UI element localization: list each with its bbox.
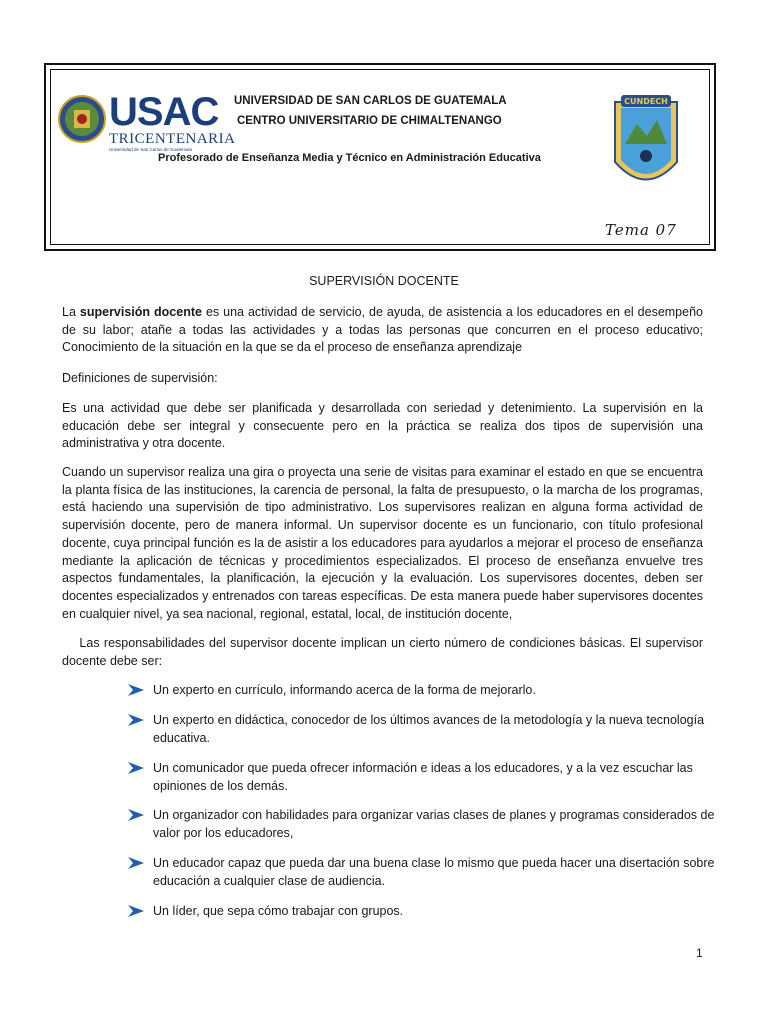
list-item <box>128 807 728 842</box>
page-number: 1 <box>696 946 703 960</box>
arrow-bullet-icon <box>128 684 144 696</box>
cundech-shield-icon <box>607 92 685 204</box>
intro-lead: La <box>62 305 80 319</box>
paragraph-1: Es una actividad que debe ser planificada y desarrollada con seriedad y detenimiento. La supervisión en la educación debe ser integral y consecuente pero en la práctica se realiza dos tipos de supervisión una administrativa y otra docente. <box>62 401 703 451</box>
intro-rest: es una actividad de servicio, de ayuda, de asistencia a los educadores en el desempeño de su labor; atañe a todas las actividades y a todas las personas que concurren en el proceso educativo; Conocimiento de la situación en la que se da el proceso de enseñanza aprendizaje <box>62 305 703 355</box>
arrow-bullet-icon <box>128 714 144 726</box>
arrow-bullet-icon <box>128 905 144 917</box>
usac-sub: Universidad de San Carlos de Guatemala <box>109 147 193 152</box>
document-title: SUPERVISIÓN DOCENTE <box>309 274 459 288</box>
list-item <box>128 682 728 700</box>
document-header <box>44 63 716 251</box>
bullet-text: Un experto en didáctica, conocedor de los últimos avances de la metodología y la nueva tecnología educativa. <box>153 713 705 745</box>
list-item <box>128 903 728 921</box>
cundech-logo <box>607 92 685 204</box>
bullet-text: Un experto en currículo, informando acerca de la forma de mejorarlo. <box>153 683 536 697</box>
list-item <box>128 855 728 890</box>
arrow-bullet-icon <box>128 762 144 774</box>
definitions-heading: Definiciones de supervisión: <box>62 371 218 385</box>
bullet-text: Un líder, que sepa cómo trabajar con grupos. <box>153 904 404 918</box>
arrow-bullet-icon <box>128 857 144 869</box>
cundech-label: CUNDECH <box>624 97 668 106</box>
list-item <box>128 712 728 747</box>
usac-seal-icon <box>57 88 107 150</box>
usac-tricentenaria: TRICENTENARIA <box>109 131 236 147</box>
paragraph-2: Cuando un supervisor realiza una gira o proyecta una serie de visitas para examinar el estado en que se encuentra la planta física de las instituciones, la carencia de personal, la falta de presupuesto, o la marcha de los programas, está haciendo una supervisión de tipo administrativo. Los supervisores realizan en alguna forma actividad de supervisión docente, pero de manera informal. Un supervisor docente es un funcionario, con título profesional docente, cuya principal función es la de asistir a los educadores para ayudarlos a mejorar el proceso de enseñanza mediante la aplicación de técnicas y procedimientos especializados. El proceso de enseñanza envuelve tres aspectos fundamentales, la planificación, la ejecución y la evaluación. Los supervisores docentes, deben ser docentes especializados y entrenados con tareas específicas. De esta manera puede haber supervisores docentes en cualquier nivel, ya sea nacional, regional, estatal, local, de institución docente, <box>62 465 703 621</box>
university-title: UNIVERSIDAD DE SAN CARLOS DE GUATEMALA <box>234 95 507 107</box>
intro-keyword: supervisión docente <box>79 305 202 319</box>
arrow-bullet-icon <box>128 809 144 821</box>
centro-title: CENTRO UNIVERSITARIO DE CHIMALTENANGO <box>237 115 502 127</box>
bullet-text: Un organizador con habilidades para organizar varias clases de planes y programas considerados de valor por los educadores, <box>153 808 715 840</box>
header-inner-border <box>50 69 710 245</box>
list-item <box>128 760 728 795</box>
usac-logo <box>57 88 236 152</box>
tema-label: Tema 07 <box>605 221 677 239</box>
intro-paragraph <box>62 304 703 357</box>
bullet-text: Un educador capaz que pueda dar una buena clase lo mismo que pueda hacer una disertación sobre educación a cualquier clase de audiencia. <box>153 856 715 888</box>
paragraph-3: Las responsabilidades del supervisor docente implican un cierto número de condiciones básicas. El supervisor docente debe ser: <box>62 636 707 668</box>
usac-logo-text: USAC <box>109 90 219 134</box>
bullet-text: Un comunicador que pueda ofrecer información e ideas a los educadores, y a la vez escuchar las opiniones de los demás. <box>153 761 693 793</box>
program-title: Profesorado de Enseñanza Media y Técnico en Administración Educativa <box>158 152 541 164</box>
usac-wordmark <box>109 92 236 153</box>
